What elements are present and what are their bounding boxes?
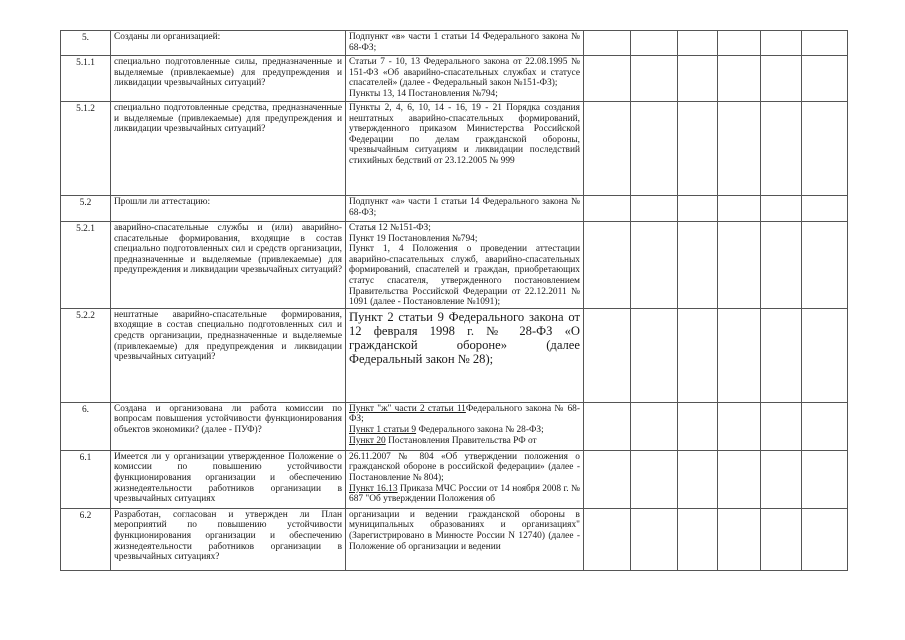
requirement-question: специально подготовленные силы, предназначенные и выделяемые (привлекаемые) для предупреждения и ликвидации чрезвычайных ситуаций?	[111, 56, 346, 102]
empty-mark-cell[interactable]	[718, 450, 761, 508]
requirement-question: Созданы ли организацией:	[111, 31, 346, 56]
requirement-question: Прошли ли аттестацию:	[111, 196, 346, 222]
empty-mark-cell[interactable]	[718, 402, 761, 450]
legal-reference	[346, 308, 584, 402]
empty-mark-cell[interactable]	[802, 508, 848, 570]
requirement-question: специально подготовленные средства, предназначенные и выделяемые (привлекаемые) для предупреждения и ликвидации чрезвычайных ситуаций?	[111, 102, 346, 196]
empty-mark-cell[interactable]	[761, 102, 802, 196]
legal-reference	[346, 508, 584, 570]
item-number: 6.	[61, 402, 111, 450]
empty-mark-cell[interactable]	[584, 308, 631, 402]
empty-mark-cell[interactable]	[678, 56, 718, 102]
reference-line	[349, 32, 580, 53]
table-row	[61, 196, 848, 222]
legal-reference	[346, 450, 584, 508]
reference-text: Пункт 1, 4 Положения о проведении аттестации аварийно-спасательных служб, аварийно-спасательных формирований, спасателей и граждан, приобретающих статус спасателя, утвержденного постановлением Правительства Российской Федерации от 22.12.2011 № 1091 (далее - Постановление №1091);	[349, 244, 580, 308]
reference-line	[349, 244, 580, 308]
empty-mark-cell[interactable]	[802, 56, 848, 102]
empty-mark-cell[interactable]	[802, 222, 848, 309]
item-number: 5.2.1	[61, 222, 111, 309]
reference-line	[349, 103, 580, 167]
reference-text: Пункты 2, 4, 6, 10, 14 - 16, 19 - 21 Порядка создания нештатных аварийно-спасательных формирований, утвержденного приказом Министерства Российской Федерации по делам гражданской обороны, чрезвычайным ситуациям и ликвидации последствий стихийных бедствий от 23.12.2005 № 999	[349, 103, 580, 166]
empty-mark-cell[interactable]	[718, 102, 761, 196]
empty-mark-cell[interactable]	[761, 222, 802, 309]
reference-link[interactable]: Пункт "ж" части 2 статьи 11	[349, 403, 466, 414]
empty-mark-cell[interactable]	[678, 196, 718, 222]
table-row	[61, 508, 848, 570]
reference-text: Статья 12 №151-ФЗ;	[349, 223, 431, 233]
empty-mark-cell[interactable]	[761, 308, 802, 402]
legal-reference	[346, 56, 584, 102]
requirement-question: аварийно-спасательные службы и (или) аварийно-спасательные формирования, входящие в состав специально подготовленных сил и средств организации, предназначенные и выделяемые (привлекаемые) для предупреждения и ликвидации чрезвычайных ситуаций?	[111, 222, 346, 309]
empty-mark-cell[interactable]	[631, 508, 678, 570]
legal-reference	[346, 196, 584, 222]
reference-text: организации и ведении гражданской обороны в муниципальных образованиях и организациях" (Зарегистрировано в Минюсте России N 12740) (далее - Положение об организации и ведении	[349, 509, 580, 552]
reference-line	[349, 234, 580, 245]
empty-mark-cell[interactable]	[761, 508, 802, 570]
empty-mark-cell[interactable]	[802, 308, 848, 402]
empty-mark-cell[interactable]	[718, 196, 761, 222]
empty-mark-cell[interactable]	[678, 31, 718, 56]
table-row	[61, 308, 848, 402]
empty-mark-cell[interactable]	[584, 102, 631, 196]
empty-mark-cell[interactable]	[718, 308, 761, 402]
empty-mark-cell[interactable]	[802, 102, 848, 196]
reference-link[interactable]: Пункт 20	[349, 435, 386, 446]
empty-mark-cell[interactable]	[584, 450, 631, 508]
empty-mark-cell[interactable]	[631, 450, 678, 508]
empty-mark-cell[interactable]	[678, 222, 718, 309]
checklist-body	[61, 31, 848, 571]
reference-text: Пункты 13, 14 Постановления №794;	[349, 88, 498, 99]
empty-mark-cell[interactable]	[802, 31, 848, 56]
item-number: 5.2	[61, 196, 111, 222]
reference-line	[349, 310, 580, 366]
empty-mark-cell[interactable]	[761, 450, 802, 508]
document-page	[60, 30, 847, 571]
empty-mark-cell[interactable]	[678, 402, 718, 450]
empty-mark-cell[interactable]	[718, 508, 761, 570]
reference-text: Пункт 2 статьи 9 Федерального закона от 12 февраля 1998 г. № 28-ФЗ «О гражданской обороне» (далее Федеральный закон № 28);	[349, 309, 580, 366]
reference-line	[349, 89, 580, 100]
reference-line	[349, 197, 580, 218]
reference-text: Постановления Правительства РФ от	[385, 435, 537, 446]
reference-text: Статьи 7 - 10, 13 Федерального закона от 22.08.1995 № 151-ФЗ «Об аварийно-спасательных службах и статусе спасателей» (далее - Федеральный закон №151-ФЗ);	[349, 57, 580, 89]
item-number: 5.2.2	[61, 308, 111, 402]
empty-mark-cell[interactable]	[802, 450, 848, 508]
reference-text: 26.11.2007 № 804 «Об утверждении положения о гражданской обороне в российской федерации» (далее - Постановление № 804);	[349, 451, 580, 483]
empty-mark-cell[interactable]	[678, 308, 718, 402]
inspection-checklist-table	[60, 30, 848, 571]
empty-mark-cell[interactable]	[761, 402, 802, 450]
reference-line	[349, 57, 580, 89]
table-row	[61, 102, 848, 196]
item-number: 5.1.1	[61, 56, 111, 102]
empty-mark-cell[interactable]	[631, 222, 678, 309]
reference-text: Федерального закона № 68-ФЗ;	[349, 403, 580, 425]
requirement-question: Разработан, согласован и утвержден ли План мероприятий по повышению устойчивости функционирования организации и обеспечению жизнедеятельности работников организации в чрезвычайных ситуациях?	[111, 508, 346, 570]
empty-mark-cell[interactable]	[718, 56, 761, 102]
reference-line	[349, 452, 580, 484]
empty-mark-cell[interactable]	[584, 56, 631, 102]
reference-line	[349, 436, 580, 447]
empty-mark-cell[interactable]	[631, 102, 678, 196]
reference-text: Приказа МЧС России от 14 ноября 2008 г. № 687 "Об утверждении Положения об	[349, 483, 580, 505]
empty-mark-cell[interactable]	[584, 222, 631, 309]
empty-mark-cell[interactable]	[631, 402, 678, 450]
legal-reference	[346, 222, 584, 309]
empty-mark-cell[interactable]	[761, 31, 802, 56]
table-row	[61, 222, 848, 309]
requirement-question: Имеется ли у организации утвержденное Положение о комиссии по повышению устойчивости функционирования организации и обеспечению жизнедеятельности работников организации в чрезвычайных ситуациях	[111, 450, 346, 508]
reference-link[interactable]: Пункт 1 статьи 9	[349, 424, 417, 435]
table-row	[61, 31, 848, 56]
empty-mark-cell[interactable]	[718, 222, 761, 309]
table-row	[61, 56, 848, 102]
empty-mark-cell[interactable]	[678, 102, 718, 196]
reference-line	[349, 404, 580, 425]
reference-text: Подпункт «а» части 1 статьи 14 Федерального закона № 68-ФЗ;	[349, 197, 580, 218]
legal-reference	[346, 31, 584, 56]
item-number: 5.	[61, 31, 111, 56]
empty-mark-cell[interactable]	[584, 402, 631, 450]
reference-text: Федерального закона № 28-ФЗ;	[416, 424, 544, 435]
empty-mark-cell[interactable]	[584, 196, 631, 222]
empty-mark-cell[interactable]	[584, 508, 631, 570]
legal-reference	[346, 402, 584, 450]
empty-mark-cell[interactable]	[802, 402, 848, 450]
empty-mark-cell[interactable]	[631, 308, 678, 402]
item-number: 6.2	[61, 508, 111, 570]
item-number: 5.1.2	[61, 102, 111, 196]
empty-mark-cell[interactable]	[584, 31, 631, 56]
reference-link[interactable]: Пункт 16.13	[349, 483, 398, 494]
item-number: 6.1	[61, 450, 111, 508]
reference-text: Подпункт «в» части 1 статьи 14 Федерального закона № 68-ФЗ;	[349, 32, 580, 53]
table-row	[61, 402, 848, 450]
empty-mark-cell[interactable]	[802, 196, 848, 222]
empty-mark-cell[interactable]	[678, 450, 718, 508]
empty-mark-cell[interactable]	[678, 508, 718, 570]
reference-line	[349, 425, 580, 436]
table-row	[61, 450, 848, 508]
legal-reference	[346, 102, 584, 196]
requirement-question: Создана и организована ли работа комиссии по вопросам повышения устойчивости функционирования объектов экономики? (далее - ПУФ)?	[111, 402, 346, 450]
empty-mark-cell[interactable]	[761, 56, 802, 102]
empty-mark-cell[interactable]	[631, 196, 678, 222]
empty-mark-cell[interactable]	[631, 56, 678, 102]
reference-line	[349, 510, 580, 552]
reference-text: Пункт 19 Постановления №794;	[349, 233, 478, 244]
empty-mark-cell[interactable]	[761, 196, 802, 222]
reference-line	[349, 223, 580, 234]
empty-mark-cell[interactable]	[631, 31, 678, 56]
requirement-question: нештатные аварийно-спасательные формирования, входящие в состав специально подготовленных сил и средств организации, предназначенные и выделяемые (привлекаемые) для предупреждения и ликвидации чрезвычайных ситуаций?	[111, 308, 346, 402]
empty-mark-cell[interactable]	[718, 31, 761, 56]
reference-line	[349, 484, 580, 505]
